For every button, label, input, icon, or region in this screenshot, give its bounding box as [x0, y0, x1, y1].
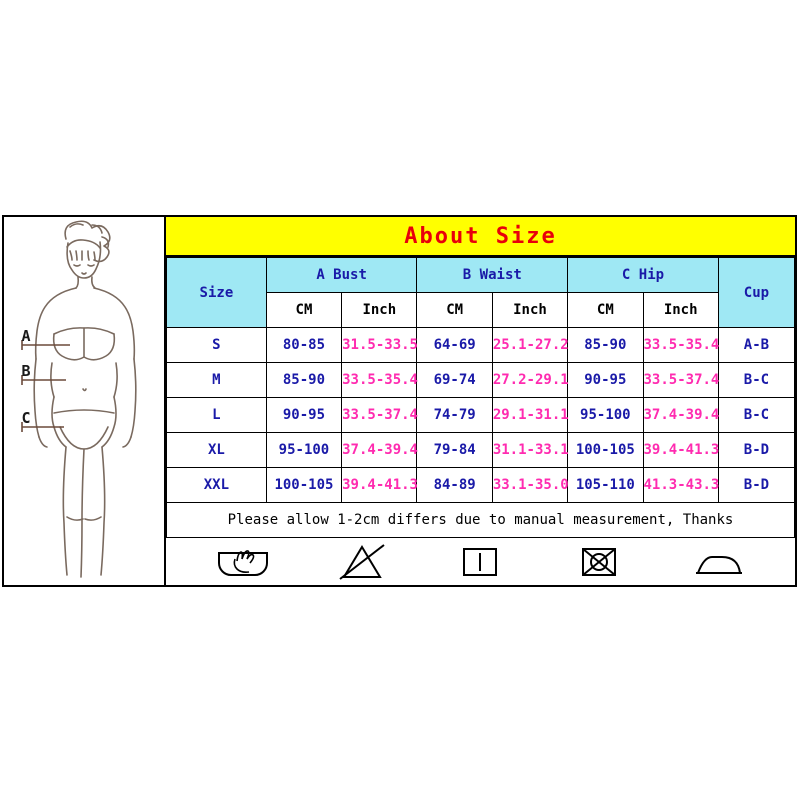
table-row — [167, 398, 795, 433]
cell-cup: B-D — [718, 433, 794, 468]
size-table — [166, 257, 795, 538]
cell-bust-cm: 95-100 — [266, 433, 341, 468]
cell-hip-inch: 33.5-35.4 — [643, 328, 718, 363]
cell-hip-cm: 105-110 — [568, 468, 643, 503]
table-row — [167, 328, 795, 363]
cell-waist-inch: 31.1-33.1 — [492, 433, 567, 468]
cell-bust-cm: 80-85 — [266, 328, 341, 363]
header-bust-cm: CM — [266, 293, 341, 328]
cell-waist-inch: 27.2-29.1 — [492, 363, 567, 398]
table-row — [167, 468, 795, 503]
cell-bust-inch: 37.4-39.4 — [342, 433, 417, 468]
cell-hip-cm: 90-95 — [568, 363, 643, 398]
cell-hip-cm: 100-105 — [568, 433, 643, 468]
cell-size: M — [167, 363, 267, 398]
cell-waist-cm: 64-69 — [417, 328, 492, 363]
header-hip: C Hip — [568, 258, 719, 293]
about-size-title-bar — [166, 217, 795, 257]
figure-label-b: B — [21, 362, 31, 380]
size-chart-card — [2, 215, 797, 587]
header-hip-inch: Inch — [643, 293, 718, 328]
cell-waist-cm: 74-79 — [417, 398, 492, 433]
cell-cup: A-B — [718, 328, 794, 363]
header-bust: A Bust — [266, 258, 417, 293]
header-waist: B Waist — [417, 258, 568, 293]
table-row — [167, 433, 795, 468]
cell-hip-inch: 41.3-43.3 — [643, 468, 718, 503]
measurement-note: Please allow 1-2cm differs due to manual measurement, Thanks — [167, 503, 795, 538]
cell-bust-inch: 33.5-35.4 — [342, 363, 417, 398]
cell-waist-inch: 29.1-31.1 — [492, 398, 567, 433]
cell-waist-cm: 84-89 — [417, 468, 492, 503]
iron-low-icon — [686, 539, 750, 585]
header-size: Size — [167, 258, 267, 328]
measurement-note-row — [167, 503, 795, 538]
female-body-measurement-diagram — [4, 217, 164, 585]
figure-label-c: C — [21, 409, 31, 427]
cell-cup: B-C — [718, 398, 794, 433]
do-not-bleach-icon — [330, 539, 394, 585]
cell-bust-cm: 85-90 — [266, 363, 341, 398]
cell-waist-inch: 33.1-35.0 — [492, 468, 567, 503]
page-title: About Size — [404, 223, 557, 249]
cell-bust-cm: 90-95 — [266, 398, 341, 433]
body-figure-panel — [4, 217, 166, 585]
cell-bust-inch: 33.5-37.4 — [342, 398, 417, 433]
header-waist-inch: Inch — [492, 293, 567, 328]
figure-label-a: A — [21, 327, 31, 345]
cell-hip-cm: 95-100 — [568, 398, 643, 433]
cell-cup: B-D — [718, 468, 794, 503]
cell-bust-cm: 100-105 — [266, 468, 341, 503]
size-table-panel — [166, 217, 795, 585]
cell-hip-inch: 37.4-39.4 — [643, 398, 718, 433]
cell-size: S — [167, 328, 267, 363]
cell-size: XXL — [167, 468, 267, 503]
hand-wash-icon — [211, 539, 275, 585]
cell-size: L — [167, 398, 267, 433]
cell-cup: B-C — [718, 363, 794, 398]
cell-hip-cm: 85-90 — [568, 328, 643, 363]
drip-dry-icon — [448, 539, 512, 585]
cell-bust-inch: 31.5-33.5 — [342, 328, 417, 363]
cell-bust-inch: 39.4-41.3 — [342, 468, 417, 503]
cell-size: XL — [167, 433, 267, 468]
header-bust-inch: Inch — [342, 293, 417, 328]
table-row — [167, 363, 795, 398]
cell-waist-inch: 25.1-27.2 — [492, 328, 567, 363]
header-waist-cm: CM — [417, 293, 492, 328]
table-group-header-row — [167, 258, 795, 293]
header-hip-cm: CM — [568, 293, 643, 328]
cell-hip-inch: 33.5-37.4 — [643, 363, 718, 398]
cell-waist-cm: 69-74 — [417, 363, 492, 398]
do-not-tumble-dry-icon — [567, 539, 631, 585]
care-symbols-row — [166, 538, 795, 585]
cell-waist-cm: 79-84 — [417, 433, 492, 468]
header-cup: Cup — [718, 258, 794, 328]
cell-hip-inch: 39.4-41.3 — [643, 433, 718, 468]
